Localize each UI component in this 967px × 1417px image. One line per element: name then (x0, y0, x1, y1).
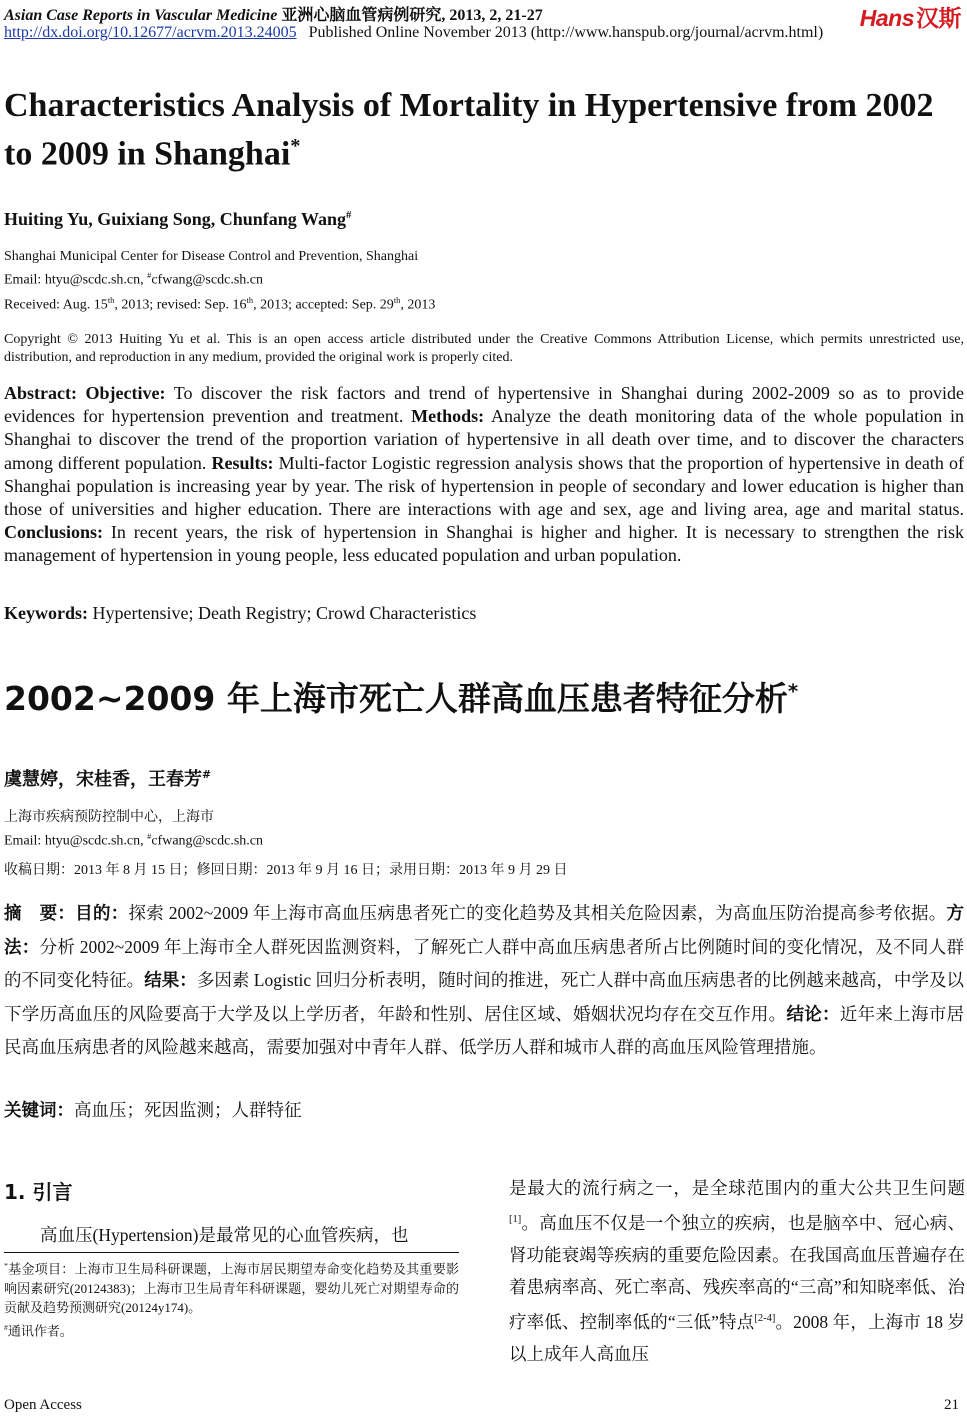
keywords-cn-text: 高血压；死因监测；人群特征 (74, 1100, 302, 1120)
doi-link[interactable]: http://dx.doi.org/10.12677/acrvm.2013.24005 (4, 24, 297, 41)
funding-footnote (4, 1256, 459, 1318)
received-dates-cn: 收稿日期：2013 年 8 月 15 日；修回日期：2013 年 9 月 16 日；录用日期：2013 年 9 月 29 日 (4, 863, 568, 878)
email-label: Email: (4, 272, 45, 288)
authors-en-text: Huiting Yu, Guixiang Song, Chunfang Wang (4, 209, 346, 229)
keywords-cn-label: 关键词： (4, 1101, 74, 1121)
results-label: Results: (211, 452, 274, 473)
corresponding-marker: # (202, 768, 212, 781)
intro-paragraph-right (509, 1172, 965, 1370)
methods-cn-text: 分析 2002~2009 年上海市全人群死因监测资料，了解死亡人群中高血压病患者所占比例随时间的变化情况，及不同人群的不同变化特征。 (4, 936, 965, 990)
authors-en (4, 209, 351, 230)
abstract-label: Abstract: (4, 383, 77, 403)
affiliation-cn-text: 上海市疾病预防控制中心，上海市 (4, 810, 214, 825)
authors-cn (4, 765, 211, 791)
title-footnote-marker: * (787, 680, 799, 703)
email-en (4, 266, 418, 290)
intro-right-text-3: 。2008 年，上海市 18 岁以上成年人高血压 (509, 1311, 965, 1364)
paper-title-cn (4, 673, 798, 720)
results-cn-label: 结果： (144, 971, 197, 991)
accepted-date: , 2013; accepted: Sep. 29 (253, 297, 394, 313)
objective-cn-label: 目的： (75, 904, 129, 924)
footnote-divider (4, 1252, 459, 1253)
intro-paragraph-left: 高血压(Hypertension)是最常见的心血管疾病，也 (40, 1225, 409, 1245)
copyright-notice: Copyright © 2013 Huiting Yu et al. This is an open access article distributed under the Creative Commons Attribution License, which permits unrestricted use, distribution, and reproduction in any medium, provided the original work is properly cited. (4, 332, 964, 365)
methods-cn-label: 方法： (4, 904, 965, 958)
results-text: Multi-factor Logistic regression analysis shows that the proportion of hypertensive in death of Shanghai population is increasing year by year. The risk of hypertension in people of secondary and lower education is higher than those of universities and higher education. There are interactions with age and sex, age and living area, age and marital status. (4, 452, 964, 520)
corresponding-marker: # (147, 832, 152, 841)
corresponding-text: 通讯作者。 (7, 1323, 73, 1339)
conclusions-text: In recent years, the risk of hypertension in Shanghai is higher and higher. It is necessary to strengthen the risk management of hypertension in young people, less educated population and urban population. (4, 522, 964, 566)
objective-cn-text: 探索 2002~2009 年上海市高血压病患者死亡的变化趋势及其相关危险因素，为高血压防治提高参考依据。 (128, 903, 947, 923)
methods-text: Analyze the death monitoring data of the whole population in Shanghai to discover the trend of the proportion variation of hypertensive in all death over time, and to discover the characters among different population. (4, 406, 964, 473)
citation-1[interactable]: [1] (509, 1214, 522, 1225)
abstract-en (4, 382, 964, 568)
methods-label: Methods: (411, 406, 485, 427)
ordinal-suffix: th (393, 296, 401, 305)
citation-2-4[interactable]: [2-4] (754, 1312, 776, 1324)
keywords-label: Keywords: (4, 603, 88, 623)
email-1: htyu@scdc.sh.cn, (44, 272, 148, 288)
doi-line (4, 24, 823, 42)
paper-title-en (4, 86, 944, 174)
affiliation-en-text: Shanghai Municipal Center for Disease Control and Prevention, Shanghai (4, 249, 419, 264)
ordinal-suffix: th (107, 296, 115, 305)
funding-text: 基金项目：上海市卫生局科研课题，上海市居民期望寿命变化趋势及其重要影响因素研究(20124383)；上海市卫生局青年科研课题，婴幼儿死亡对期望寿命的贡献及趋势预测研究(20124y174)。 (4, 1261, 459, 1316)
keywords-cn (4, 1097, 302, 1122)
abstract-cn-label: 摘 要： (4, 904, 76, 924)
keywords-en (4, 603, 476, 624)
footnotes (4, 1256, 459, 1341)
conclusions-cn-text: 近年来上海市居民高血压病患者的风险越来越高，需要加强对中青年人群、低学历人群和城市人群的高血压风险管理措施。 (4, 1003, 965, 1057)
corresponding-marker: # (147, 271, 152, 280)
keywords-text: Hypertensive; Death Registry; Crowd Characteristics (88, 603, 477, 623)
results-cn-text: 多因素 Logistic 回归分析表明，随时间的推进，死亡人群中高血压病患者的比例越来越高，中学及以下学历高血压的风险要高于大学及以上学历者，年龄和性别、居住区域、婚姻状况均存在交互作用。 (4, 970, 965, 1024)
intro-right-text-1: 是最大的流行病之一，是全球范围内的重大公共卫生问题 (509, 1178, 965, 1198)
intro-right-text-2: 。高血压不仅是一个独立的疾病，也是脑卒中、冠心病、肾功能衰竭等疾病的重要危险因素。在我国高血压普遍存在着患病率高、死亡率高、残疾率高的“三高”和知晓率低、治疗率低、控制率低的“三低”特点 (509, 1212, 965, 1332)
revised-date: , 2013; revised: Sep. 16 (114, 297, 247, 313)
conclusions-label: Conclusions: (4, 522, 104, 543)
year-suffix: , 2013 (400, 297, 436, 313)
section-heading-intro: 1. 引言 (4, 1180, 73, 1204)
ordinal-suffix: th (246, 296, 254, 305)
journal-name-en: Asian Case Reports in Vascular Medicine (4, 7, 278, 24)
hans-logo (860, 0, 961, 33)
journal-header (4, 2, 543, 25)
journal-name-cn: 亚洲心脑血管病例研究 (281, 7, 442, 24)
email-label: Email: (4, 833, 45, 849)
corresponding-marker: # (345, 209, 352, 221)
published-online: Published Online November 2013 (http://www.hanspub.org/journal/acrvm.html) (308, 24, 824, 41)
corresponding-footnote (4, 1318, 459, 1341)
title-en-text: Characteristics Analysis of Mortality in Hypertensive from 2002 to 2009 in Shanghai (4, 87, 934, 173)
objective-text: To discover the risk factors and trend of hypertensive in Shanghai during 2002-2009 so as to provide evidences for hypertension prevention and treatment. (4, 383, 964, 427)
affiliation-cn (4, 808, 263, 851)
page-number: 21 (944, 1397, 959, 1413)
email-cn (4, 827, 263, 851)
authors-cn-text: 虞慧婷，宋桂香，王春芳 (4, 769, 202, 790)
conclusions-cn-label: 结论： (786, 1004, 840, 1025)
journal-issue: , 2013, 2, 21-27 (441, 7, 543, 24)
title-cn-text: 2002~2009 年上海市死亡人群高血压患者特征分析 (4, 679, 788, 718)
footnote-hash: # (4, 1322, 8, 1332)
email-1: htyu@scdc.sh.cn, (44, 833, 148, 849)
footnote-star: * (4, 1261, 8, 1270)
abstract-cn (4, 897, 964, 1064)
received-date: Received: Aug. 15 (4, 297, 108, 313)
received-dates-en (4, 296, 435, 314)
logo-cn: 汉斯 (916, 5, 961, 31)
footer-open-access: Open Access (4, 1397, 82, 1413)
email-2: cfwang@scdc.sh.cn (151, 833, 263, 849)
objective-label: Objective: (85, 383, 166, 403)
title-footnote-marker: * (290, 135, 301, 157)
affiliation-en (4, 247, 418, 290)
email-2: cfwang@scdc.sh.cn (151, 272, 263, 288)
logo-latin: Hans (859, 5, 914, 31)
